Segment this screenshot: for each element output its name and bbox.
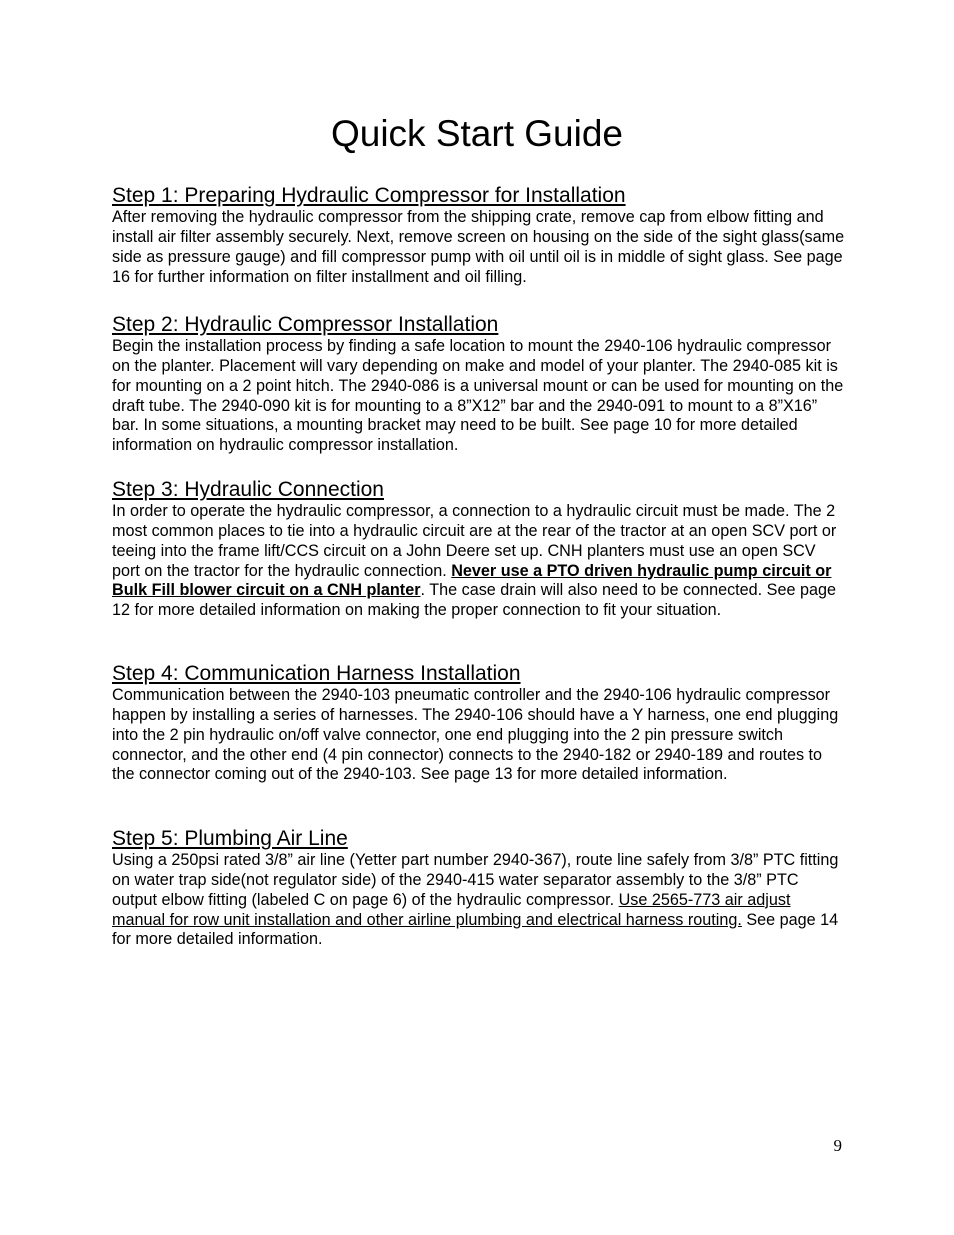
step-4-section bbox=[112, 662, 847, 785]
step-4-heading: Step 4: Communication Harness Installation bbox=[112, 662, 521, 685]
step-3-body-outro: . The case drain will also need to be connected. See page 12 for more detailed information on making the proper connection to fit your situation. bbox=[112, 581, 836, 620]
page-number: 9 bbox=[833, 1136, 842, 1155]
step-2-section bbox=[112, 313, 847, 456]
step-2-body: Begin the installation process by finding a safe location to mount the 2940-106 hydraulic compressor on the planter. Placement will vary depending on make and model of your planter. The 2940-085 kit is for mounting on a 2 point hitch. The 2940-086 is a universal mount or can be used for mounting on the draft tube. The 2940-090 kit is for mounting to a 8”X12” bar and the 2940-091 to mount to a 8”X16” bar. In some situations, a mounting bracket may need to be built. See page 10 for more detailed information on hydraulic compressor installation. bbox=[112, 337, 844, 455]
step-5-body bbox=[112, 851, 847, 950]
step-2-heading: Step 2: Hydraulic Compressor Installation bbox=[112, 313, 499, 336]
step-4-body: Communication between the 2940-103 pneumatic controller and the 2940-106 hydraulic compressor happen by installing a series of harnesses. The 2940-106 should have a Y harness, one end plugging into the 2 pin hydraulic on/off valve connector, one end plugging into the 2 pin pressure switch connector, and the other end (4 pin connector) connects to the 2940-182 or 2940-189 and routes to the connector coming out of the 2940-103. See page 13 for more detailed information. bbox=[112, 686, 839, 784]
pto-warning: Never use a PTO driven hydraulic pump circuit or Bulk Fill blower circuit on a CNH planter bbox=[112, 561, 832, 600]
step-5-body-outro: See page 14 for more detailed information. bbox=[112, 910, 839, 949]
step-3-heading: Step 3: Hydraulic Connection bbox=[112, 478, 384, 501]
step-1-section bbox=[112, 184, 847, 287]
step-5-heading: Step 5: Plumbing Air Line bbox=[112, 827, 348, 850]
step-3-section bbox=[112, 478, 847, 621]
step-5-section bbox=[112, 827, 847, 950]
step-1-heading: Step 1: Preparing Hydraulic Compressor for Installation bbox=[112, 184, 626, 207]
step-3-body bbox=[112, 502, 847, 621]
page-title: Quick Start Guide bbox=[330, 113, 623, 154]
air-adjust-manual-reference: Use 2565-773 air adjust manual for row unit installation and other airline plumbing and electrical harness routing. bbox=[112, 890, 791, 929]
step-5-body-intro: Using a 250psi rated 3/8” air line (Yetter part number 2940-367), route line safely from 3/8” PTC fitting on water trap side(not regulator side) of the 2940-415 water separator assembly to the 3/8” PTC output elbow fitting (labeled C on page 6) of the hydraulic compressor. bbox=[112, 851, 839, 909]
step-3-body-intro: In order to operate the hydraulic compressor, a connection to a hydraulic circuit must be made. The 2 most common places to tie into a hydraulic circuit are at the rear of the tractor at an open SCV port or teeing into the frame lift/CCS circuit on a John Deere set up. CNH planters must use an open SCV port on the tractor for the hydraulic connection. bbox=[112, 502, 837, 580]
step-1-body: After removing the hydraulic compressor from the shipping crate, remove cap from elbow fitting and install air filter assembly securely. Next, remove screen on housing on the side of the sight glass(same side as pressure gauge) and fill compressor pump with oil until oil is in middle of sight glass. See page 16 for further information on filter installment and oil filling. bbox=[112, 208, 845, 286]
